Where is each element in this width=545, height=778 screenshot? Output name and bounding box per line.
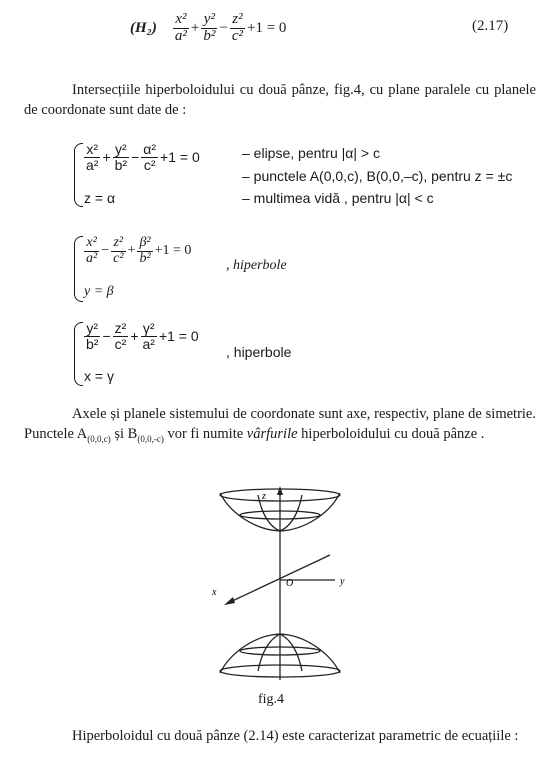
s2-frac-1: $\frac{\text{x²}}{\text{a²}}$ (86, 235, 98, 266)
s3-frac-1: $\frac{\text{y²}}{\text{b²}}$ (86, 320, 99, 352)
system3-brace (74, 322, 83, 386)
axes-text-4: hiperboloidului cu două pânze . (297, 426, 485, 442)
s1-frac-3: $\frac{\text{α²}}{\text{c²}}$ (143, 141, 157, 173)
point-b-sub: (0,0,-c) (137, 433, 164, 444)
system3-line2: x = γ (84, 368, 114, 384)
system2-line1: $\frac{\text{x²}}{\text{a²}}$ − $\frac{\text{z²}}{\text{c²}}$ + $\frac{\text{β²}}{\text{b²}}$ +1 = 0 (86, 235, 192, 266)
x-axis-label: x (212, 587, 217, 598)
axes-text-1: Axele și planele sistemului de coordonate sunt axe, respectiv, plane de simetrie. Punctele A (24, 406, 536, 442)
system1-brace (74, 143, 83, 207)
s1-frac-2: $\frac{\text{y²}}{\text{b²}}$ (114, 141, 128, 173)
z-arrowhead (277, 486, 283, 495)
system1-case3: – multimea vidă , pentru |α| < c (242, 190, 434, 206)
point-a-sub: (0,0,c) (87, 433, 111, 444)
system2-brace (74, 236, 83, 302)
s2-tail: +1 = 0 (154, 243, 192, 259)
figure-caption: fig.4 (258, 692, 285, 707)
z-axis-label: z (262, 491, 266, 502)
axes-text-3: vor fi numite (163, 426, 247, 442)
equation-label: (H₂) (130, 19, 157, 36)
system2-line2: y = β (84, 284, 114, 299)
axes-text-2: și B (110, 426, 138, 442)
y-axis-label: y (340, 576, 345, 587)
s1-tail: +1 = 0 (160, 149, 200, 166)
system3-line1: $\frac{\text{y²}}{\text{b²}}$ − $\frac{\text{z²}}{\text{c²}}$ + $\frac{\text{γ²}}{\text{a²}}$ +1 = 0 (86, 320, 199, 352)
x-arrowhead (224, 597, 235, 605)
s2-frac-3: $\frac{\text{β²}}{\text{b²}}$ (139, 235, 151, 266)
equation-2-17: (H₂) $\frac{\text{x²}}{\text{a²}}$ + $\frac{\text{y²}}{\text{b²}}$ − $\frac{\text{z²}}{\text{c²}}$ +1 = 0 (130, 10, 287, 44)
system1-case2: – punctele A(0,0,c), B(0,0,–c), pentru z = ±c (242, 168, 513, 184)
s1-frac-1: $\frac{\text{x²}}{\text{a²}}$ (86, 141, 99, 173)
system2-result: , hiperbole (226, 258, 287, 273)
axes-emphasis: vârfurile (246, 426, 298, 442)
system1-line2: z = α (84, 190, 116, 206)
s3-frac-3: $\frac{\text{γ²}}{\text{a²}}$ (142, 320, 155, 352)
equation-tail: +1 = 0 (246, 19, 287, 36)
hyperboloid-figure (200, 485, 360, 683)
closing-paragraph: Hiperboloidul cu două pânze (2.14) este caracterizat parametric de ecuațiile : (72, 728, 519, 744)
fraction-x: $\frac{\text{x²}}{\text{a²}}$ (174, 10, 187, 44)
system1-case1: – elipse, pentru |α| > c (242, 145, 380, 161)
s2-frac-2: $\frac{\text{z²}}{\text{c²}}$ (113, 235, 124, 266)
system3-result: , hiperbole (226, 344, 292, 360)
s3-tail: +1 = 0 (158, 328, 199, 345)
equation-number: (2.17) (472, 18, 509, 34)
fraction-z: $\frac{\text{z²}}{\text{c²}}$ (231, 10, 243, 44)
fraction-y: $\frac{\text{y²}}{\text{b²}}$ (203, 10, 216, 44)
origin-label: O (286, 578, 294, 589)
x-axis (228, 555, 330, 603)
intro-paragraph: Intersecțiile hiperboloidului cu două pânze, fig.4, cu plane paralele cu planele de coordonate sunt date de : (24, 82, 536, 118)
axes-paragraph (24, 404, 536, 449)
s3-frac-2: $\frac{\text{z²}}{\text{c²}}$ (114, 320, 127, 352)
system1-line1: $\frac{\text{x²}}{\text{a²}}$ + $\frac{\text{y²}}{\text{b²}}$ − $\frac{\text{α²}}{\text{c²}}$ +1 = 0 (86, 141, 200, 173)
